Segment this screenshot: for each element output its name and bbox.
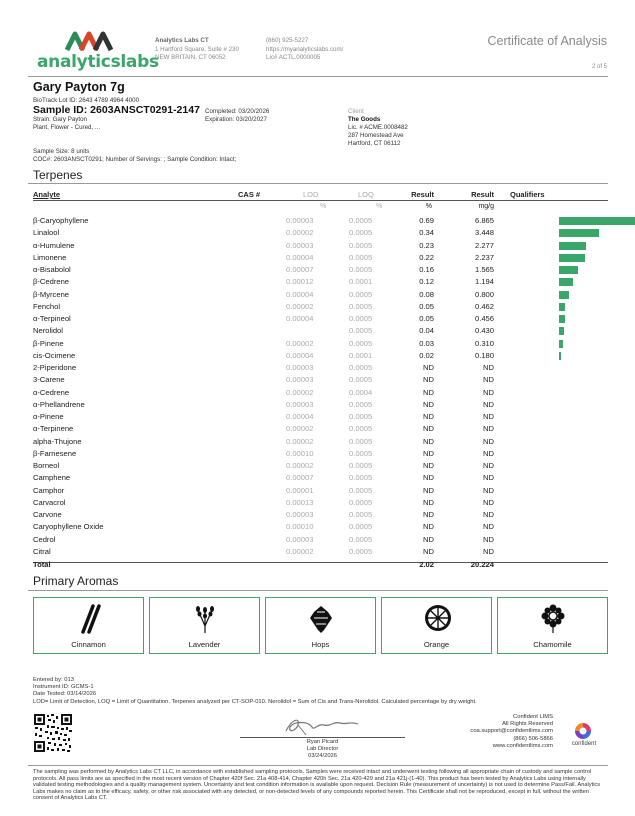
result-pct: ND: [423, 473, 434, 483]
lavender-icon: [192, 604, 218, 634]
analyte-name: 2-Piperidone: [33, 363, 77, 372]
qualifier-bar: [559, 352, 561, 360]
lab-address: [155, 37, 239, 63]
total-row: [33, 559, 608, 571]
table-row: [33, 546, 608, 558]
result-pct: ND: [423, 387, 434, 397]
lod-value: 0.00004: [286, 350, 314, 360]
table-row: [33, 227, 608, 239]
result-pct: ND: [423, 436, 434, 446]
document-title: Certificate of Analysis: [487, 34, 607, 48]
loq-value: 0.0005: [349, 289, 373, 299]
result-mg: 2.277: [474, 240, 494, 250]
table-row: [33, 289, 608, 301]
analyte-name: α-Terpinene: [33, 424, 74, 434]
lab-name: Analytics Labs CT: [155, 37, 209, 44]
analyte-name: Nerolidol: [33, 326, 63, 336]
disclaimer: The sampling was performed by Analytics Labs CT LLC, in accordance with established sampling protocols. Samples were received intact and underwent testing following all appropriate chain of custody and sample control protocols. All pass limits are as specified in the most recent version of Chapter 420f Sec. 21a 408-414, Chapter 420h Sec. 21a 420-429 and 21a 421j-(1-40). This product has been tested by Analytics Labs using internally validated testing methodologies and a quality management system. Uncertainty and test condition information is available upon request. Decision Rule (measurement of uncertainty) is not used to determine Pass/Fail. Analytics Labs makes no claim as to the efficacy, safety, or other risk associated with any detected, or non-detected levels of any compounds reported herein. This Certificate shall not be reproduced, except in full, without the written consent of Analytics Labs CT.: [33, 769, 601, 802]
analyte-name: α-Phellandrene: [33, 399, 85, 409]
lod-value: 0.00003: [286, 375, 314, 385]
signature-icon: [278, 715, 368, 737]
lod-note: LOD= Limit of Detection, LOQ = Limit of Quantitation. Terpenes analyzed per CT-SOP-010. Nerolidol = Sum of Cis and Trans-Nerolidol. Calculated percentage by dry weight.: [33, 698, 477, 705]
loq-value: 0.0005: [349, 216, 373, 225]
lab-contact: [266, 37, 343, 63]
confident-url[interactable]: www.confidentlims.com: [492, 742, 553, 749]
result-mg: ND: [483, 546, 494, 556]
analyte-name: α-Bisabolol: [33, 265, 71, 274]
loq-value: 0.0005: [349, 436, 373, 446]
confident-rights: All Rights Reserved: [502, 721, 553, 728]
logo-text: analyticslabs: [37, 52, 159, 72]
result-pct: ND: [423, 363, 434, 372]
client-info: [348, 108, 408, 148]
table-row: [33, 534, 608, 546]
lod-value: 0.00002: [286, 461, 314, 470]
analyte-name: α-Terpineol: [33, 314, 71, 323]
result-mg: 0.310: [474, 338, 494, 348]
lod-value: 0.00013: [286, 497, 314, 507]
loq-value: 0.0005: [349, 534, 373, 544]
table-row: [33, 387, 608, 399]
lod-value: 0.00002: [286, 436, 314, 446]
lod-value: 0.00002: [286, 424, 314, 434]
product-name: Gary Payton 7g: [33, 80, 125, 94]
result-mg: 0.456: [474, 314, 494, 323]
qualifier-bar: [559, 291, 569, 299]
analyte-name: α-Cedrene: [33, 387, 70, 397]
loq-value: 0.0005: [349, 461, 373, 470]
loq-value: 0.0005: [349, 228, 373, 238]
analyte-name: Borneol: [33, 461, 60, 470]
cinnamon-icon: [78, 604, 102, 634]
analyte-name: β-Caryophyllene: [33, 216, 89, 225]
lod-value: 0.00003: [286, 216, 314, 225]
terpenes-divider: [28, 183, 608, 184]
result-mg: ND: [483, 461, 494, 470]
result-mg: ND: [483, 399, 494, 409]
loq-value: 0.0005: [349, 448, 373, 458]
result-pct: ND: [423, 461, 434, 470]
result-mg: ND: [483, 424, 494, 434]
result-pct: ND: [423, 546, 434, 556]
result-mg: 0.430: [474, 326, 494, 336]
chamomile-icon: [540, 603, 566, 633]
loq-value: 0.0005: [349, 240, 373, 250]
result-pct: 0.03: [419, 338, 434, 348]
lod-value: 0.00002: [286, 338, 314, 348]
loq-value: 0.0005: [349, 510, 373, 519]
aroma-cinnamon: [33, 597, 144, 654]
loq-value: 0.0005: [349, 338, 373, 348]
result-mg: 0.180: [474, 350, 494, 360]
sample-meta: [33, 148, 236, 164]
signer-title: Lab Director: [306, 746, 339, 753]
result-pct: ND: [423, 510, 434, 519]
hops-icon: [308, 604, 334, 634]
lod-value: 0.00002: [286, 546, 314, 556]
qualifier-bar: [559, 242, 586, 250]
analyte-name: β-Myrcene: [33, 289, 70, 299]
table-row: [33, 436, 608, 448]
table-row: [33, 509, 608, 521]
analyte-name: Carvone: [33, 510, 62, 519]
table-row: [33, 215, 608, 227]
aromas-divider: [28, 590, 608, 591]
result-pct: ND: [423, 448, 434, 458]
lod-value: 0.00002: [286, 387, 314, 397]
analyte-name: β-Farnesene: [33, 448, 77, 458]
result-mg: ND: [483, 510, 494, 519]
aroma-label: Hops: [311, 640, 330, 649]
result-mg: ND: [483, 363, 494, 372]
lod-value: 0.00001: [286, 485, 314, 495]
analyte-name: Linalool: [33, 228, 60, 238]
result-pct: 0.16: [419, 265, 434, 274]
qr-code[interactable]: [33, 713, 73, 753]
qualifier-bar: [559, 327, 564, 335]
table-row: [33, 497, 608, 509]
result-pct: 0.12: [419, 277, 434, 287]
col-lod: LOD: [303, 190, 319, 199]
result-pct: ND: [423, 375, 434, 385]
loq-value: 0.0005: [349, 473, 373, 483]
loq-value: 0.0005: [349, 301, 373, 311]
analyte-name: Camphene: [33, 473, 71, 483]
table-row: [33, 411, 608, 423]
result-mg: 0.800: [474, 289, 494, 299]
table-row: [33, 338, 608, 350]
unit-result-mg: mg/g: [478, 203, 494, 210]
analyte-name: Camphor: [33, 485, 65, 495]
signature-line: [240, 737, 405, 738]
signature: [278, 715, 368, 737]
analyte-name: Carvacrol: [33, 497, 66, 507]
confident-logo-icon: [574, 722, 592, 740]
total-mg: 20.224: [470, 560, 494, 569]
table-row: [33, 313, 608, 325]
entered-by: Entered by: 013: [33, 677, 74, 683]
qualifier-bar: [559, 254, 585, 262]
lod-value: 0.00004: [286, 252, 314, 262]
table-row: [33, 240, 608, 252]
table-row: [33, 325, 608, 337]
lod-value: 0.00004: [286, 314, 314, 323]
result-mg: ND: [483, 473, 494, 483]
result-pct: 0.04: [419, 326, 434, 336]
client-address1: 287 Homestead Ave: [348, 132, 404, 139]
result-pct: 0.08: [419, 289, 434, 299]
result-pct: 0.22: [419, 252, 434, 262]
analyte-name: 3-Carene: [33, 375, 65, 385]
signer-date: 03/24/2026: [307, 753, 337, 760]
loq-value: 0.0005: [349, 485, 373, 495]
table-row: [33, 374, 608, 386]
client-address2: Hartford, CT 06112: [348, 140, 401, 147]
lod-value: 0.00010: [286, 522, 314, 532]
test-info: [33, 677, 477, 706]
table-row: [33, 460, 608, 472]
analyte-name: Citral: [33, 546, 51, 556]
loq-value: 0.0001: [349, 350, 373, 360]
lab-address-line1: 1 Hartford Square, Suite # 230: [155, 45, 239, 53]
lod-value: 0.00004: [286, 412, 314, 421]
loq-value: 0.0005: [349, 252, 373, 262]
result-mg: 2.237: [474, 252, 494, 262]
table-row: [33, 521, 608, 533]
confident-phone: (866) 506-5866: [513, 735, 553, 742]
table-row: [33, 472, 608, 484]
loq-value: 0.0005: [349, 497, 373, 507]
loq-value: 0.0005: [349, 522, 373, 532]
aroma-label: Chamomile: [533, 640, 572, 649]
analyte-name: Limonene: [33, 252, 67, 262]
lab-address-line2: NEW BRITAIN, CT 06052: [155, 54, 226, 62]
result-mg: ND: [483, 497, 494, 507]
header-underline: [33, 200, 608, 201]
loq-value: 0.0005: [349, 326, 373, 336]
sample-dates: [205, 108, 269, 124]
table-row: [33, 252, 608, 264]
logo: [33, 28, 159, 74]
lod-value: 0.00003: [286, 363, 314, 372]
analyte-name: β-Pinene: [33, 338, 64, 348]
confident-email[interactable]: coa.support@confidentlims.com: [470, 728, 553, 735]
confident-info: [470, 714, 553, 750]
disclaimer-divider: [28, 765, 608, 766]
col-loq: LOQ: [358, 190, 374, 199]
strain: Strain: Gary Payton: [33, 116, 87, 123]
lod-value: 0.00012: [286, 277, 314, 287]
qualifier-bar: [559, 266, 578, 274]
lod-value: 0.00002: [286, 301, 314, 311]
aroma-chamomile: [497, 597, 608, 654]
matrix: Plant, Flower - Cured, ...: [33, 124, 101, 131]
completed-date: Completed: 03/20/2026: [205, 108, 270, 115]
lod-value: 0.00010: [286, 448, 314, 458]
lod-value: 0.00003: [286, 399, 314, 409]
total-label: Total: [33, 560, 51, 569]
result-pct: 0.34: [419, 228, 434, 238]
analyte-name: β-Cedrene: [33, 277, 70, 287]
biotrack-lot: BioTrack Lot ID: 2643 4789 4964 4000: [33, 97, 140, 104]
col-cas: CAS #: [238, 190, 261, 199]
loq-value: 0.0005: [349, 424, 373, 434]
instrument-id: Instrument ID: GCMS-1: [33, 684, 94, 691]
unit-result-pct: %: [425, 203, 432, 210]
qualifier-bar: [559, 229, 599, 237]
result-mg: ND: [483, 448, 494, 458]
expiration-date: Expiration: 03/20/2027: [205, 116, 267, 123]
header-divider: [28, 76, 608, 77]
loq-value: 0.0005: [349, 412, 373, 421]
loq-value: 0.0005: [349, 265, 373, 274]
lod-value: 0.00003: [286, 240, 314, 250]
unit-loq: %: [376, 203, 383, 210]
sample-id: Sample ID: 2603ANSCT0291-2147: [33, 104, 200, 116]
date-tested: Date Tested: 03/14/2026: [33, 691, 97, 698]
loq-value: 0.0005: [349, 314, 373, 323]
aroma-hops: [265, 597, 376, 654]
result-pct: ND: [423, 522, 434, 532]
table-row: [33, 301, 608, 313]
loq-value: 0.0001: [349, 277, 373, 287]
result-pct: 0.05: [419, 301, 434, 311]
lod-value: 0.00002: [286, 228, 314, 238]
analyte-name: Fenchol: [33, 301, 61, 311]
aromas-title: Primary Aromas: [33, 574, 119, 588]
col-result-pct: Result: [411, 190, 434, 199]
client-license: Lic. # ACME.0008482: [348, 124, 408, 131]
result-mg: 1.565: [474, 265, 494, 274]
loq-value: 0.0005: [349, 363, 373, 372]
table-row: [33, 423, 608, 435]
loq-value: 0.0005: [349, 375, 373, 385]
col-result-mg: Result: [471, 190, 494, 199]
coc: COC#: 2603ANSCT0291; Number of Servings: ; Sample Condition: Intact;: [33, 156, 237, 163]
confident-logo-text: confident: [571, 741, 597, 747]
qualifier-bar: [559, 217, 635, 225]
result-mg: 3.448: [474, 228, 494, 238]
result-mg: ND: [483, 375, 494, 385]
table-row: [33, 448, 608, 460]
aroma-orange: [381, 597, 492, 654]
result-pct: ND: [423, 412, 434, 421]
col-analyte: Analyte: [33, 190, 61, 199]
logo-mark-icon: [65, 28, 125, 52]
terpenes-title: Terpenes: [33, 168, 83, 182]
table-row: [33, 399, 608, 411]
qualifier-bar: [559, 303, 565, 311]
result-pct: 0.05: [419, 314, 434, 323]
qualifier-bar: [559, 340, 563, 348]
result-mg: ND: [483, 522, 494, 532]
total-pct: 2.02: [419, 560, 434, 569]
aroma-label: Cinnamon: [71, 640, 106, 649]
result-pct: ND: [423, 497, 434, 507]
result-mg: ND: [483, 412, 494, 421]
loq-value: 0.0005: [349, 546, 373, 556]
aroma-lavender: [149, 597, 260, 654]
result-mg: 6.865: [474, 216, 494, 225]
analyte-name: Caryophyllene Oxide: [33, 522, 104, 532]
result-mg: ND: [483, 534, 494, 544]
analyte-name: cis-Ocimene: [33, 350, 76, 360]
table-row: [33, 362, 608, 374]
lab-url[interactable]: https://myanalyticslabs.com/: [266, 45, 344, 53]
qr-code-icon: [33, 713, 73, 753]
table-row: [33, 350, 608, 362]
unit-lod: %: [320, 203, 327, 210]
result-pct: ND: [423, 399, 434, 409]
result-pct: ND: [423, 485, 434, 495]
lab-license: Lic# ACTL.0000005: [266, 54, 321, 62]
sample-details: [33, 116, 100, 132]
qualifier-bar: [559, 315, 565, 323]
result-pct: ND: [423, 424, 434, 434]
result-mg: ND: [483, 436, 494, 446]
lod-value: 0.00003: [286, 510, 314, 519]
loq-value: 0.0005: [349, 399, 373, 409]
result-mg: 0.462: [474, 301, 494, 311]
result-pct: 0.69: [419, 216, 434, 225]
table-row: [33, 264, 608, 276]
confident-name: Confident LIMS: [513, 714, 553, 720]
analyte-name: Cedrol: [33, 534, 56, 544]
signer-name: Ryan Picard: [306, 739, 339, 745]
sample-size: Sample Size: 8 units: [33, 148, 90, 155]
terpenes-table-header: [33, 190, 608, 212]
lod-value: 0.00003: [286, 534, 314, 544]
confident-logo: [564, 722, 604, 752]
result-mg: 1.194: [474, 277, 494, 287]
page-number: 2 of 5: [591, 64, 607, 70]
result-pct: 0.02: [419, 350, 434, 360]
signer-info: [240, 739, 405, 761]
result-mg: ND: [483, 485, 494, 495]
loq-value: 0.0004: [349, 387, 373, 397]
client-name: The Goods: [348, 116, 381, 123]
result-mg: ND: [483, 387, 494, 397]
lod-value: 0.00007: [286, 265, 314, 274]
result-pct: ND: [423, 534, 434, 544]
col-qualifiers: Qualifiers: [510, 190, 545, 199]
aroma-label: Orange: [423, 640, 450, 649]
lod-value: 0.00007: [286, 473, 314, 483]
table-row: [33, 276, 608, 288]
analyte-name: α-Pinene: [33, 412, 64, 421]
result-pct: 0.23: [419, 240, 434, 250]
analyte-name: α-Humulene: [33, 240, 75, 250]
orange-icon: [423, 603, 453, 633]
analyte-name: alpha-Thujone: [33, 436, 82, 446]
aroma-label: Lavender: [188, 640, 221, 649]
client-label: Client: [348, 108, 364, 115]
lod-value: 0.00004: [286, 289, 314, 299]
lab-phone: (860) 925-5227: [266, 37, 309, 44]
table-row: [33, 485, 608, 497]
qualifier-bar: [559, 278, 573, 286]
